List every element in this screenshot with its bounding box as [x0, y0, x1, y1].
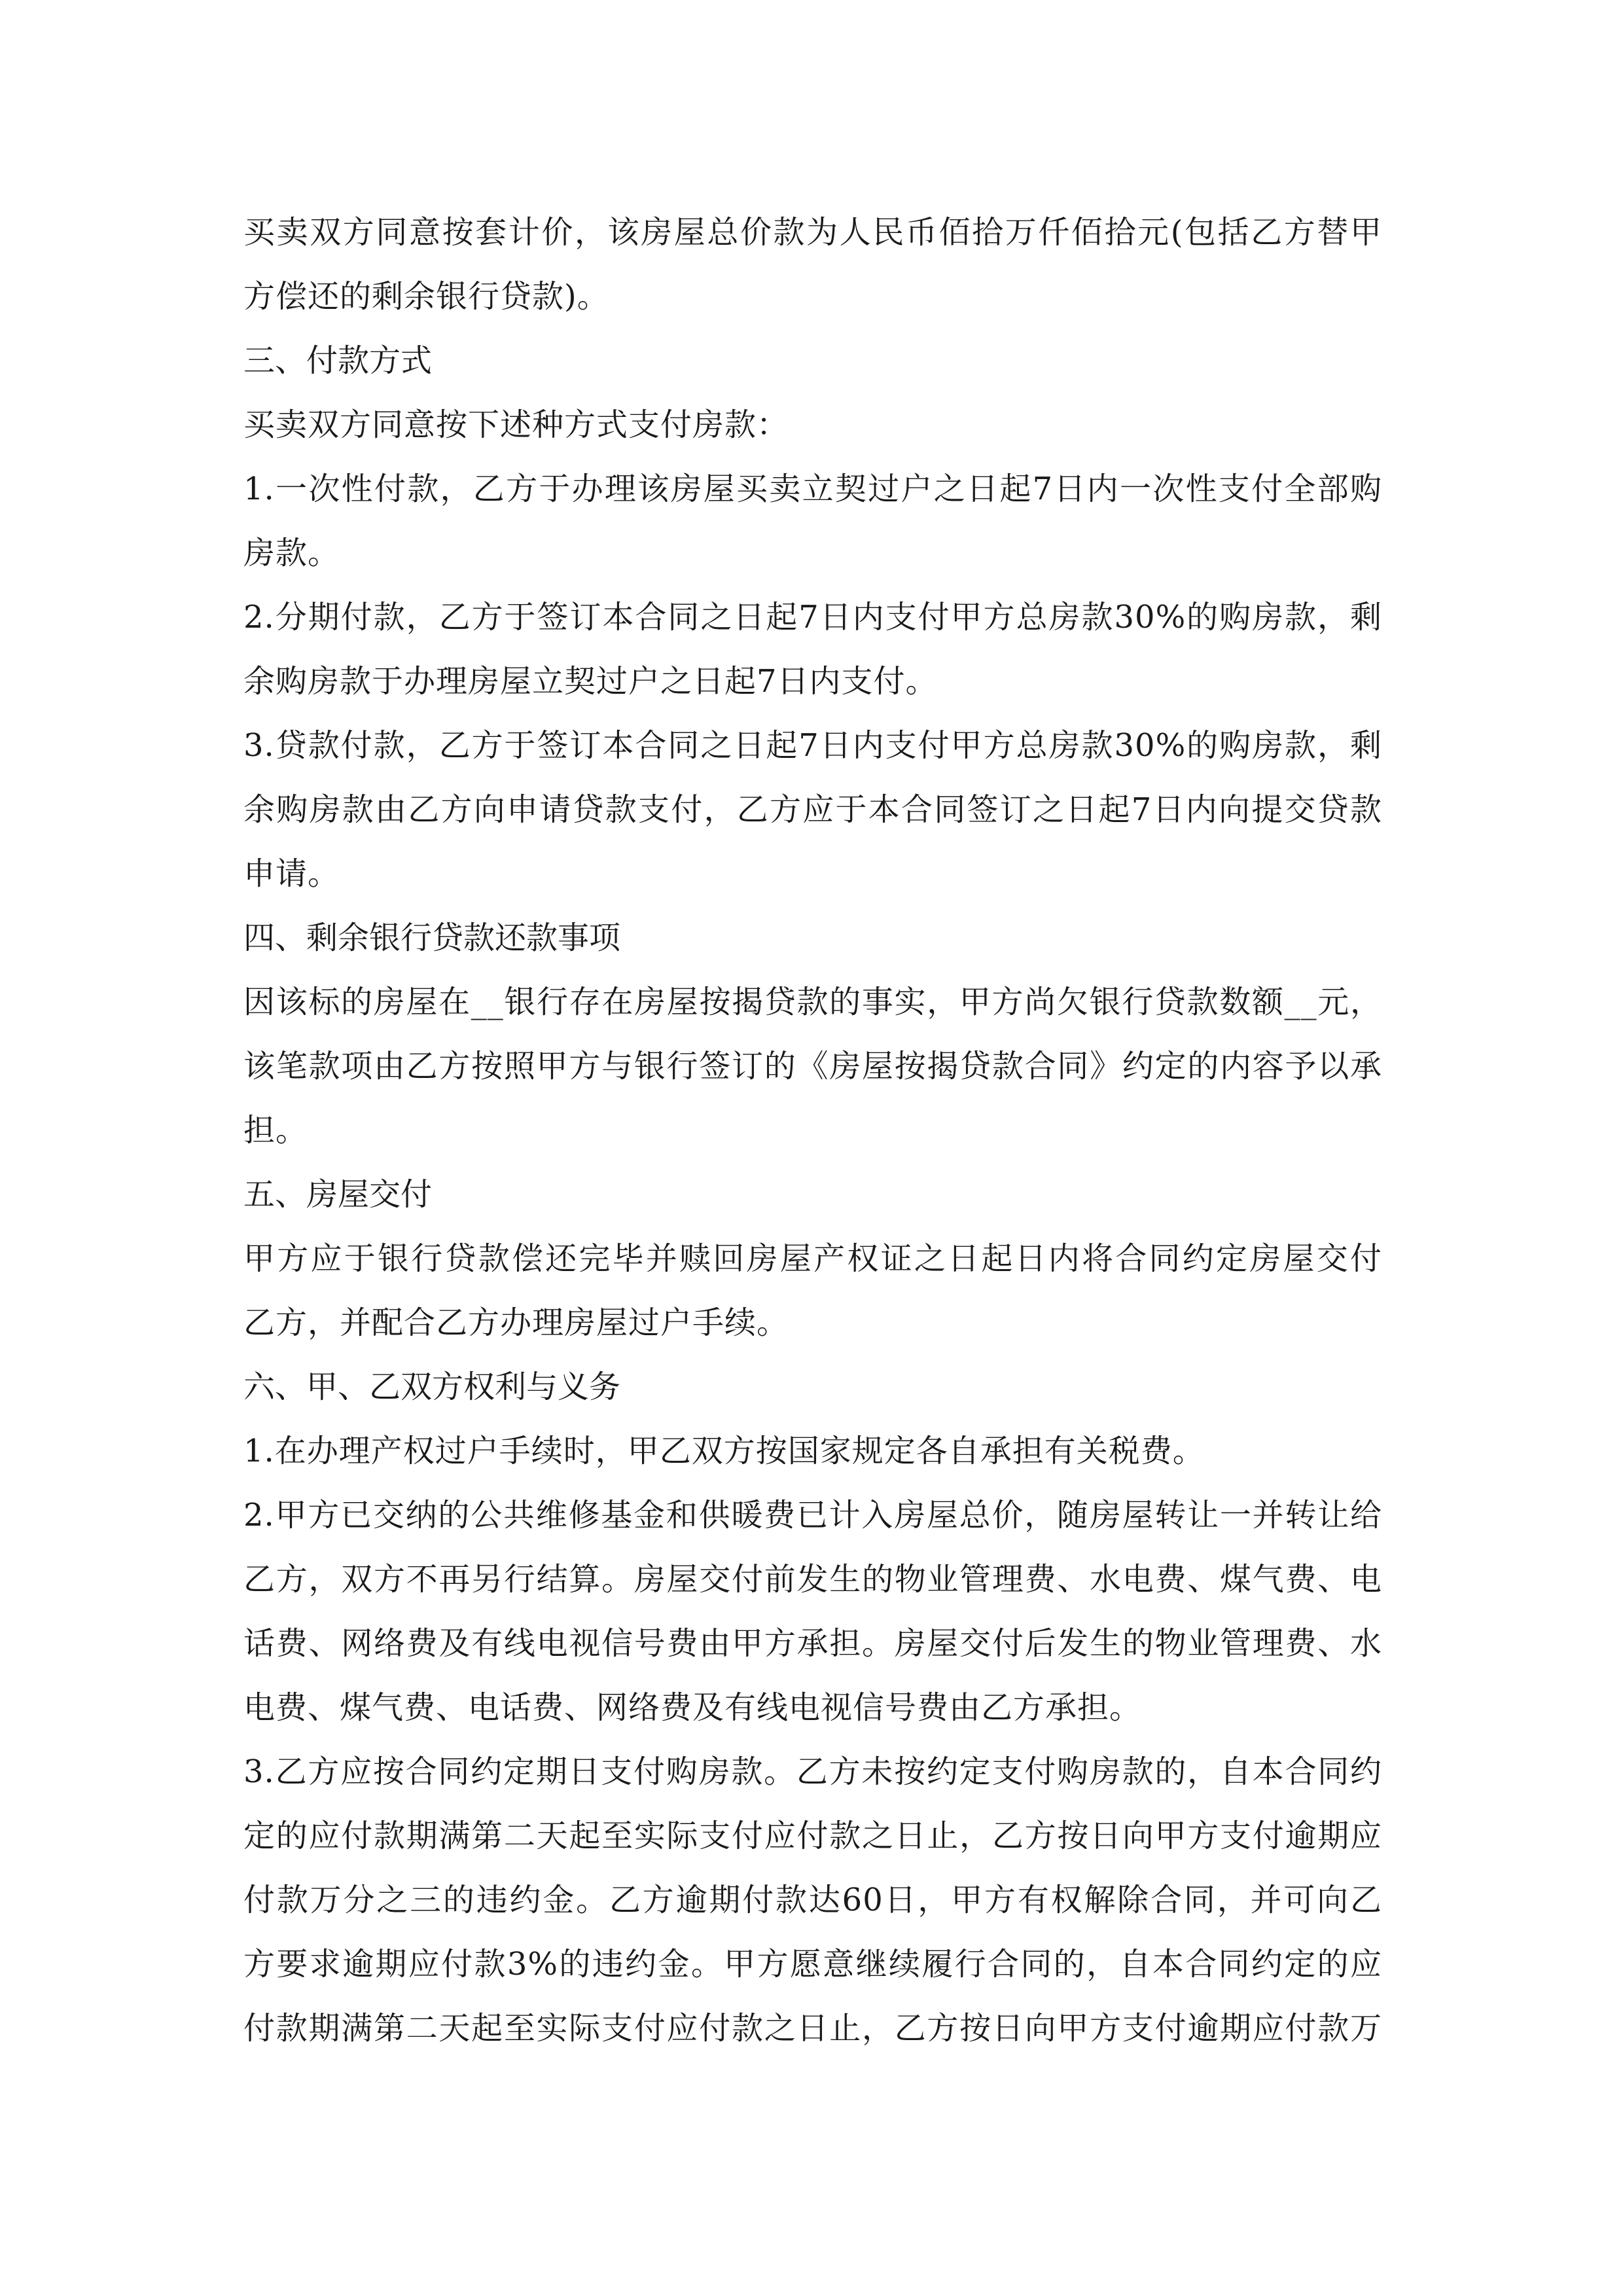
text-line: 买卖双方同意按套计价，该房屋总价款为人民币佰拾万仟佰拾元(包括乙方替甲 [243, 214, 1382, 251]
text-line: 房款。 [243, 535, 340, 571]
text-line: 1.在办理产权过户手续时，甲乙双方按国家规定各自承担有关税费。 [243, 1433, 1205, 1469]
text-line: 买卖双方同意按下述种方式支付房款： [243, 406, 789, 443]
text-line: 定的应付款期满第二天起至实际支付应付款之日止，乙方按日向甲方支付逾期应 [243, 1818, 1382, 1854]
text-line: 话费、网络费及有线电视信号费由甲方承担。房屋交付后发生的物业管理费、水 [243, 1625, 1382, 1662]
text-line: 3.乙方应按合同约定期日支付购房款。乙方未按约定支付购房款的，自本合同约 [243, 1753, 1382, 1790]
text-line: 申请。 [243, 855, 340, 892]
section-heading-delivery: 五、房屋交付 [243, 1176, 433, 1213]
text-line: 甲方应于银行贷款偿还完毕并赎回房屋产权证之日起日内将合同约定房屋交付 [243, 1240, 1382, 1277]
text-line: 方偿还的剩余银行贷款)。 [243, 278, 609, 315]
text-line: 因该标的房屋在__银行存在房屋按揭贷款的事实，甲方尚欠银行贷款数额__元， [243, 984, 1382, 1020]
text-line: 付款万分之三的违约金。乙方逾期付款达60日，甲方有权解除合同，并可向乙 [243, 1882, 1382, 1918]
section-heading-loan: 四、剩余银行贷款还款事项 [243, 920, 621, 956]
text-line: 电费、煤气费、电话费、网络费及有线电视信号费由乙方承担。 [243, 1689, 1142, 1726]
text-line: 乙方，双方不再另行结算。房屋交付前发生的物业管理费、水电费、煤气费、电 [243, 1561, 1382, 1598]
text-line: 2.分期付款，乙方于签订本合同之日起7日内支付甲方总房款30%的购房款，剩 [243, 599, 1382, 636]
text-line: 该笔款项由乙方按照甲方与银行签订的《房屋按揭贷款合同》约定的内容予以承 [243, 1048, 1382, 1085]
section-heading-payment: 三、付款方式 [243, 342, 433, 379]
text-line: 1.一次性付款，乙方于办理该房屋买卖立契过户之日起7日内一次性支付全部购 [243, 471, 1382, 507]
contract-page [243, 200, 1382, 2060]
text-line: 余购房款由乙方向申请贷款支付，乙方应于本合同签订之日起7日内向提交贷款 [243, 791, 1382, 828]
text-line: 余购房款于办理房屋立契过户之日起7日内支付。 [243, 663, 938, 700]
text-line: 乙方，并配合乙方办理房屋过户手续。 [243, 1304, 789, 1341]
section-heading-rights: 六、甲、乙双方权利与义务 [243, 1369, 621, 1405]
text-line: 担。 [243, 1112, 308, 1149]
text-line: 付款期满第二天起至实际支付应付款之日止，乙方按日向甲方支付逾期应付款万 [243, 2010, 1382, 2047]
text-line: 方要求逾期应付款3%的违约金。甲方愿意继续履行合同的，自本合同约定的应 [243, 1946, 1382, 1982]
text-line: 2.甲方已交纳的公共维修基金和供暖费已计入房屋总价，随房屋转让一并转让给 [243, 1497, 1382, 1534]
text-line: 3.贷款付款，乙方于签订本合同之日起7日内支付甲方总房款30%的购房款，剩 [243, 727, 1382, 764]
